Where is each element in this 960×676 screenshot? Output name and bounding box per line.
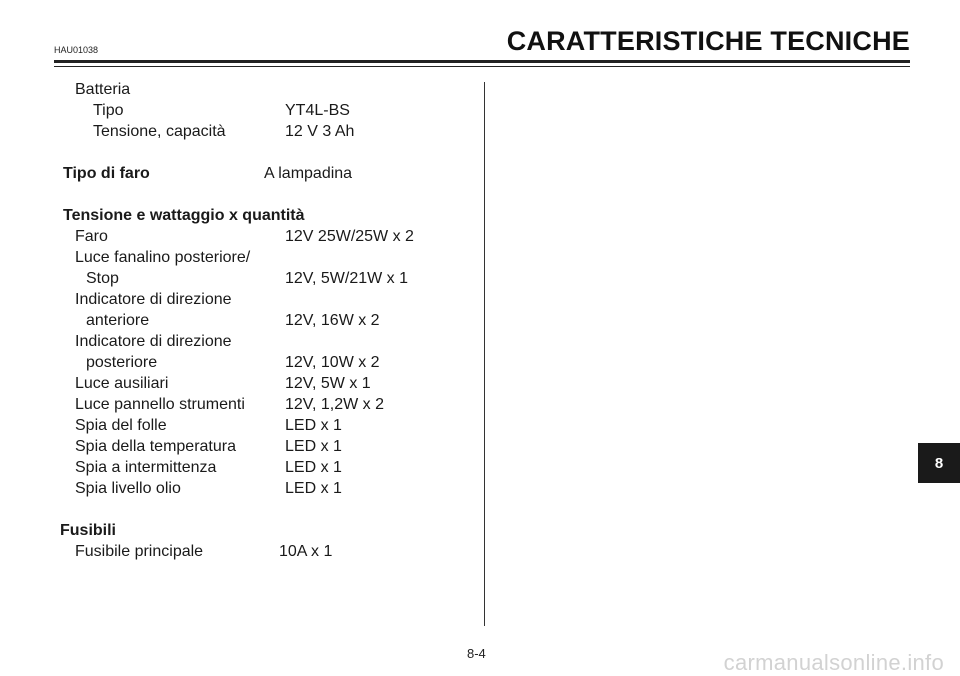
bulb-temp-value: LED x 1: [285, 438, 342, 455]
bulb-front-turn-value: 12V, 16W x 2: [285, 312, 380, 329]
header-rule-thin: [54, 66, 910, 67]
page-number: 8-4: [467, 646, 486, 661]
bulb-neutral-value: LED x 1: [285, 417, 342, 434]
battery-voltage-value: 12 V 3 Ah: [285, 123, 355, 140]
bulb-tail-label-line2: Stop: [86, 270, 119, 287]
bulb-headlight-label: Faro: [75, 228, 108, 245]
column-divider: [484, 82, 485, 626]
bulb-meter-value: 12V, 1,2W x 2: [285, 396, 385, 413]
battery-voltage-label: Tensione, capacità: [93, 123, 226, 140]
bulb-temp-label: Spia della temperatura: [75, 438, 236, 455]
bulb-tail-value: 12V, 5W/21W x 1: [285, 270, 409, 287]
bulb-oil-value: LED x 1: [285, 480, 342, 497]
bulb-turn-indicator-value: LED x 1: [285, 459, 342, 476]
bulb-aux-value: 12V, 5W x 1: [285, 375, 371, 392]
bulb-oil-label: Spia livello olio: [75, 480, 181, 497]
bulb-headlight-value: 12V 25W/25W x 2: [285, 228, 414, 245]
battery-type-label: Tipo: [93, 102, 124, 119]
fuses-heading: Fusibili: [60, 522, 116, 539]
headlight-type-value: A lampadina: [264, 165, 353, 182]
bulb-rear-turn-label-line1: Indicatore di direzione: [75, 333, 232, 350]
fuse-main-label: Fusibile principale: [75, 543, 204, 560]
watermark: carmanualsonline.info: [723, 650, 944, 675]
chapter-tab: 8: [918, 443, 960, 483]
bulbs-heading: Tensione e wattaggio x quantità: [63, 207, 305, 224]
bulb-rear-turn-value: 12V, 10W x 2: [285, 354, 380, 371]
bulb-neutral-label: Spia del folle: [75, 417, 167, 434]
bulb-aux-label: Luce ausiliari: [75, 375, 169, 392]
bulb-front-turn-label-line1: Indicatore di direzione: [75, 291, 232, 308]
bulb-front-turn-label-line2: anteriore: [86, 312, 150, 329]
bulb-meter-label: Luce pannello strumenti: [75, 396, 245, 413]
battery-type-value: YT4L-BS: [285, 102, 350, 119]
header-rule-thick: [54, 60, 910, 63]
document-code: HAU01038: [54, 45, 99, 55]
page-title: CARATTERISTICHE TECNICHE: [506, 26, 910, 56]
bulb-tail-label-line1: Luce fanalino posteriore/: [75, 249, 251, 266]
battery-heading: Batteria: [75, 81, 131, 98]
bulb-turn-indicator-label: Spia a intermittenza: [75, 459, 217, 476]
headlight-type-label: Tipo di faro: [63, 165, 150, 182]
fuse-main-value: 10A x 1: [279, 543, 333, 560]
bulb-rear-turn-label-line2: posteriore: [86, 354, 158, 371]
